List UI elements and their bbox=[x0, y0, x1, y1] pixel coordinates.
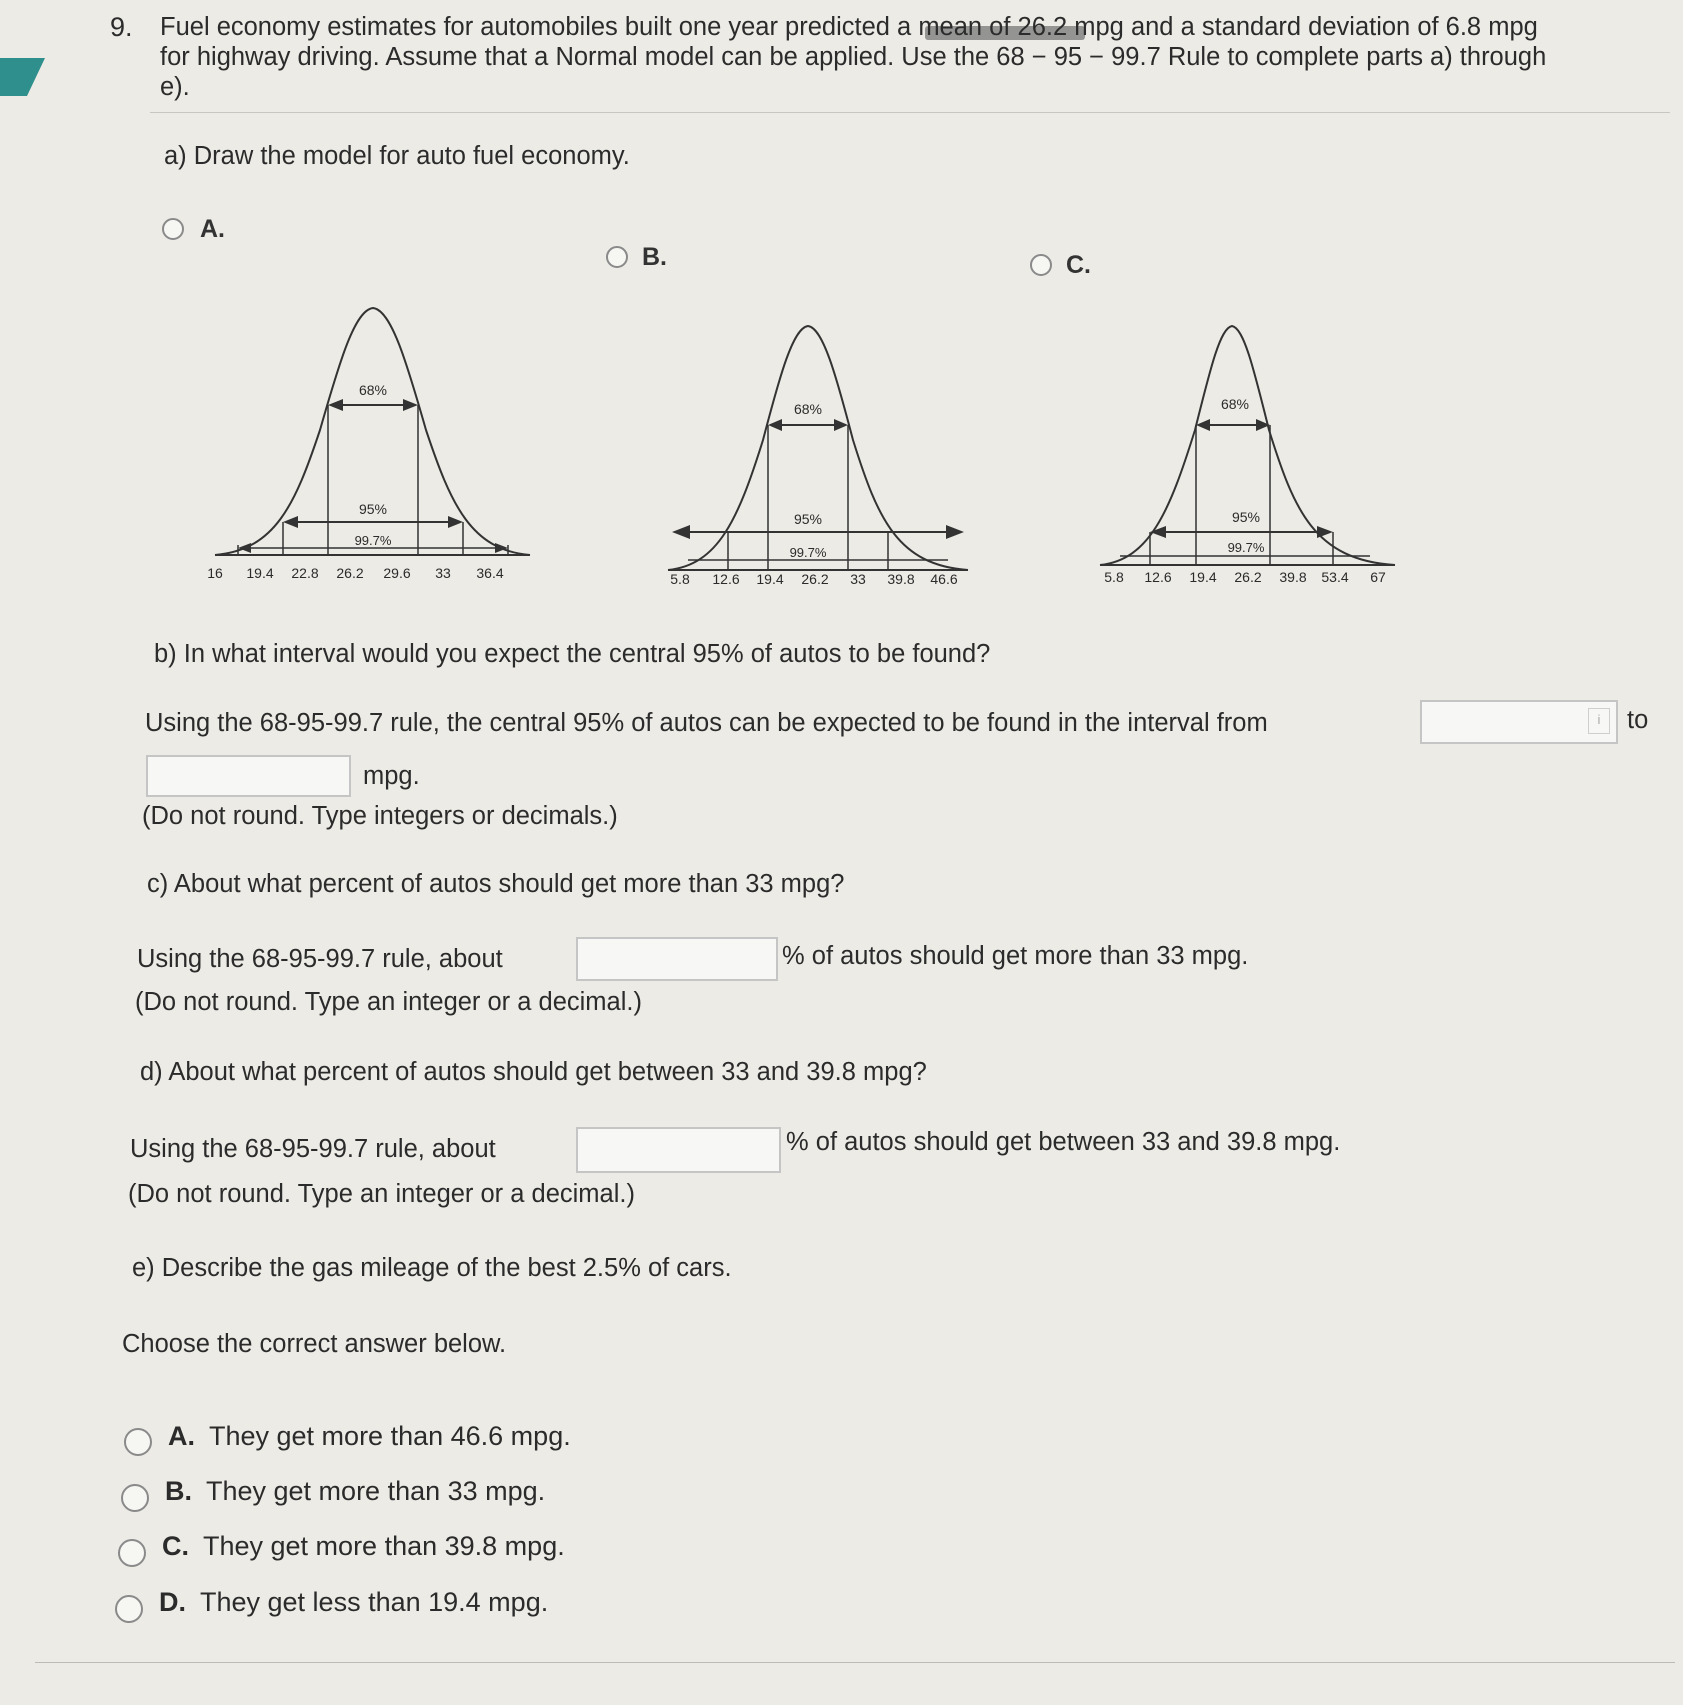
part-c-prompt: c) About what percent of autos should get more than 33 mpg? bbox=[147, 870, 845, 898]
tick-label: 53.4 bbox=[1321, 569, 1349, 585]
pct-95: 95% bbox=[358, 501, 388, 517]
interval-lower-input[interactable] bbox=[1420, 700, 1618, 744]
option-c-radio[interactable] bbox=[1030, 254, 1052, 276]
tick-label: 5.8 bbox=[1104, 569, 1124, 585]
answer-d-letter: D. bbox=[159, 1587, 186, 1617]
question-intro bbox=[160, 12, 1650, 102]
answer-d[interactable] bbox=[159, 1587, 548, 1618]
question-number: 9. bbox=[110, 12, 133, 42]
part-e-instruction: Choose the correct answer below. bbox=[122, 1330, 507, 1358]
answer-b-radio[interactable] bbox=[121, 1484, 149, 1512]
normal-model-chart-b bbox=[668, 320, 968, 600]
interval-upper-input[interactable] bbox=[146, 755, 351, 797]
intro-line-3: e). bbox=[160, 73, 190, 101]
option-c-label: C. bbox=[1066, 251, 1091, 279]
normal-curve bbox=[668, 326, 968, 570]
pct-95: 95% bbox=[793, 511, 823, 527]
answer-a-radio[interactable] bbox=[124, 1428, 152, 1456]
divider bbox=[150, 112, 1670, 113]
tick-label: 26.2 bbox=[801, 571, 829, 587]
tick-label: 29.6 bbox=[383, 565, 411, 581]
part-d-sentence-start: Using the 68-95-99.7 rule, about bbox=[130, 1135, 496, 1163]
option-b-radio[interactable] bbox=[606, 246, 628, 268]
page-corner-tab bbox=[0, 58, 45, 96]
answer-a-letter: A. bbox=[168, 1421, 195, 1451]
tick-label: 39.8 bbox=[1279, 569, 1307, 585]
normal-curve bbox=[1100, 326, 1395, 565]
pct-68: 68% bbox=[358, 382, 388, 398]
tick-label: 16 bbox=[207, 565, 223, 581]
answer-b[interactable] bbox=[165, 1476, 545, 1507]
answer-d-radio[interactable] bbox=[115, 1595, 143, 1623]
part-d-sentence-end: % of autos should get between 33 and 39.8 mpg. bbox=[786, 1128, 1341, 1156]
tick-label: 26.2 bbox=[1234, 569, 1262, 585]
part-c-note: (Do not round. Type an integer or a decimal.) bbox=[135, 988, 642, 1016]
tick-label: 39.8 bbox=[887, 571, 915, 587]
answer-c-radio[interactable] bbox=[118, 1539, 146, 1567]
tick-label: 19.4 bbox=[246, 565, 274, 581]
answer-c[interactable] bbox=[162, 1531, 565, 1562]
option-a-label: A. bbox=[200, 215, 225, 243]
tick-label: 36.4 bbox=[476, 565, 504, 581]
pct-95: 95% bbox=[1231, 509, 1261, 525]
answer-b-letter: B. bbox=[165, 1476, 192, 1506]
percent-between-input[interactable] bbox=[576, 1127, 781, 1173]
input-helper-icon: i bbox=[1588, 708, 1610, 734]
to-label: to bbox=[1627, 706, 1649, 734]
part-c-sentence-end: % of autos should get more than 33 mpg. bbox=[782, 942, 1249, 970]
answer-a-text: They get more than 46.6 mpg. bbox=[209, 1421, 571, 1451]
part-d-prompt: d) About what percent of autos should get between 33 and 39.8 mpg? bbox=[140, 1058, 927, 1086]
tick-label: 67 bbox=[1370, 569, 1386, 585]
percent-over-33-input[interactable] bbox=[576, 937, 778, 981]
mpg-unit: mpg. bbox=[363, 762, 420, 790]
option-b-label: B. bbox=[642, 243, 667, 271]
answer-a[interactable] bbox=[168, 1421, 571, 1452]
part-c-sentence-start: Using the 68-95-99.7 rule, about bbox=[137, 945, 503, 973]
tick-label: 19.4 bbox=[1189, 569, 1217, 585]
answer-c-text: They get more than 39.8 mpg. bbox=[203, 1531, 565, 1561]
bottom-divider bbox=[35, 1662, 1675, 1663]
normal-model-chart-c bbox=[1100, 320, 1395, 600]
tick-label: 22.8 bbox=[291, 565, 319, 581]
pct-997: 99.7% bbox=[789, 545, 827, 560]
tick-label: 26.2 bbox=[336, 565, 364, 581]
part-a-prompt: a) Draw the model for auto fuel economy. bbox=[164, 142, 630, 170]
intro-line-2: for highway driving. Assume that a Normal model can be applied. Use the 68 − 95 − 99.7 Rule to complete parts a) through bbox=[160, 43, 1547, 71]
part-b-note: (Do not round. Type integers or decimals.) bbox=[142, 802, 618, 830]
intro-line-1: Fuel economy estimates for automobiles built one year predicted a mean of 26.2 mpg and a standard deviation of 6.8 mpg bbox=[160, 13, 1538, 41]
normal-curve bbox=[215, 308, 530, 555]
normal-model-chart-a bbox=[207, 300, 530, 590]
tick-label: 12.6 bbox=[712, 571, 740, 587]
pct-68: 68% bbox=[793, 401, 823, 417]
part-e-prompt: e) Describe the gas mileage of the best 2.5% of cars. bbox=[132, 1254, 732, 1282]
answer-b-text: They get more than 33 mpg. bbox=[206, 1476, 546, 1506]
pct-997: 99.7% bbox=[354, 533, 392, 548]
answer-d-text: They get less than 19.4 mpg. bbox=[200, 1587, 549, 1617]
pct-997: 99.7% bbox=[1227, 540, 1265, 555]
pct-68: 68% bbox=[1220, 396, 1250, 412]
option-a-radio[interactable] bbox=[162, 218, 184, 240]
part-b-sentence: Using the 68-95-99.7 rule, the central 95% of autos can be expected to be found in the interval from bbox=[145, 709, 1268, 737]
tick-label: 46.6 bbox=[930, 571, 958, 587]
tick-label: 33 bbox=[435, 565, 451, 581]
tick-label: 33 bbox=[850, 571, 866, 587]
part-d-note: (Do not round. Type an integer or a decimal.) bbox=[128, 1180, 635, 1208]
tick-label: 19.4 bbox=[756, 571, 784, 587]
part-b-prompt: b) In what interval would you expect the central 95% of autos to be found? bbox=[154, 640, 991, 668]
answer-c-letter: C. bbox=[162, 1531, 189, 1561]
tick-label: 5.8 bbox=[670, 571, 690, 587]
tick-label: 12.6 bbox=[1144, 569, 1172, 585]
